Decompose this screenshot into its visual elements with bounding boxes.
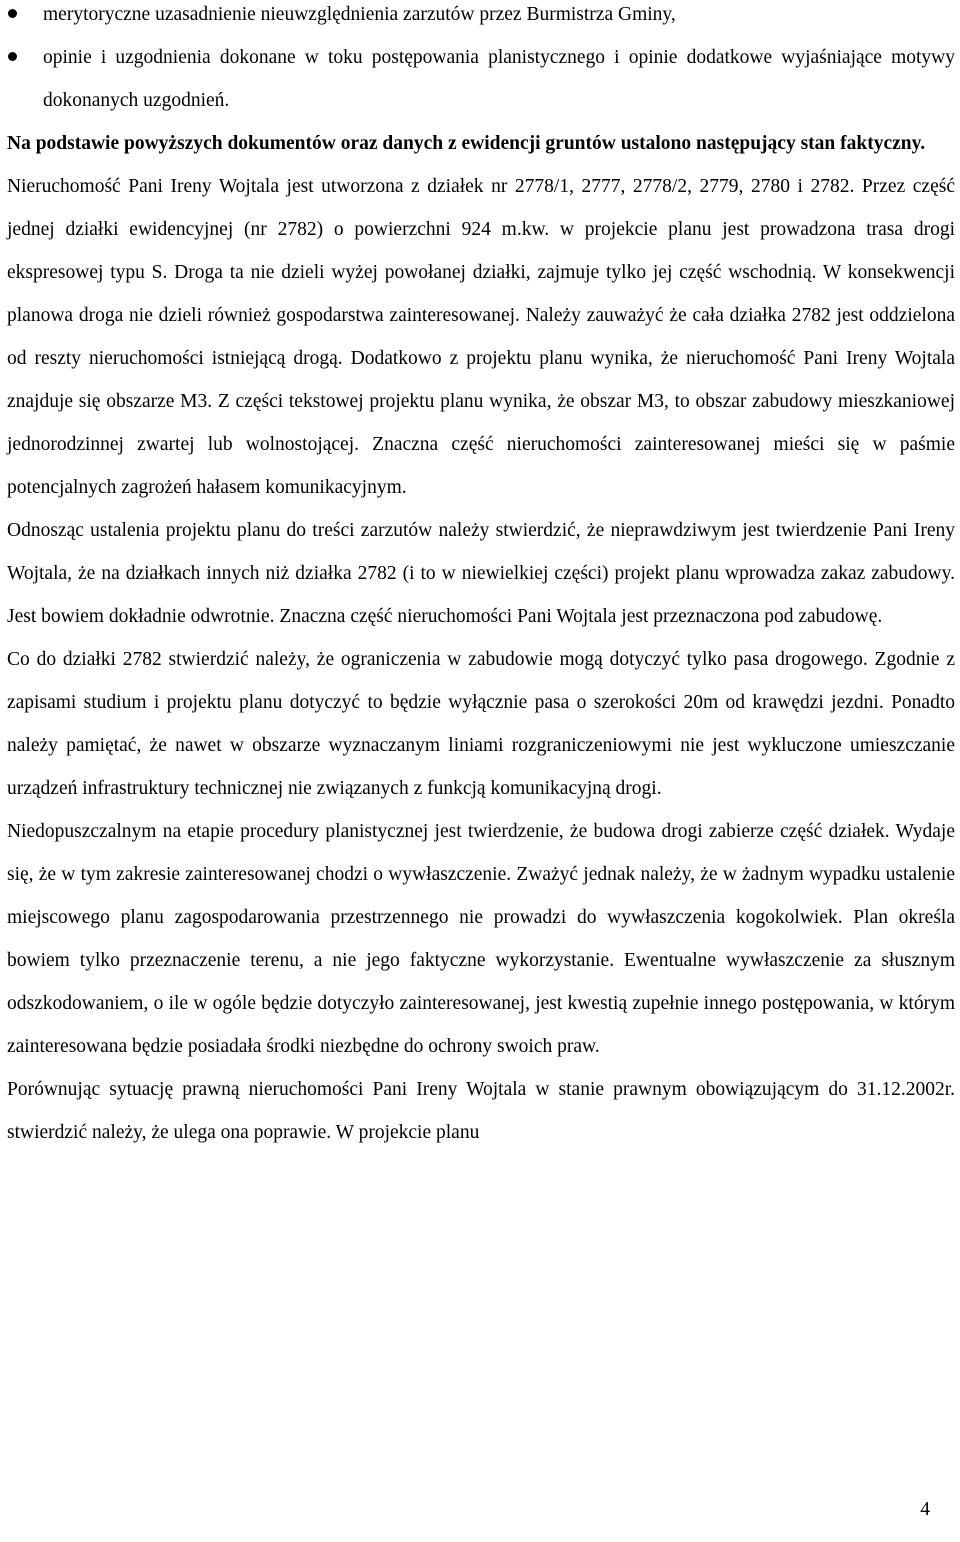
list-item [7,36,955,122]
bullet-list [7,0,955,122]
list-item [7,0,955,36]
list-item-text: merytoryczne uzasadnienie nieuwzględnienia zarzutów przez Burmistrza Gminy, [43,4,676,25]
page-number: 4 [920,1499,930,1520]
paragraph: Niedopuszczalnym na etapie procedury planistycznej jest twierdzenie, że budowa drogi zabierze część działek. Wydaje się, że w tym zakresie zainteresowanej chodzi o wywłaszczenie. Zważyć jednak należy, że w żadnym wypadku ustalenie miejscowego planu zagospodarowania przestrzennego nie prowadzi do wywłaszczenia kogokolwiek. Plan określa bowiem tylko przeznaczenie terenu, a nie jego faktyczne wykorzystanie. Ewentualne wywłaszczenie za słusznym odszkodowaniem, o ile w ogóle będzie dotyczyło zainteresowanej, jest kwestią zupełnie innego postępowania, w którym zainteresowana będzie posiadała środki niezbędne do ochrony swoich praw. [7,821,955,1057]
paragraph: Odnosząc ustalenia projektu planu do treści zarzutów należy stwierdzić, że nieprawdziwym jest twierdzenie Pani Ireny Wojtala, że na działkach innych niż działka 2782 (i to w niewielkiej części) projekt planu wprowadza zakaz zabudowy. Jest bowiem dokładnie odwrotnie. Znaczna część nieruchomości Pani Wojtala jest przeznaczona pod zabudowę. [7,520,955,627]
paragraph: Co do działki 2782 stwierdzić należy, że ograniczenia w zabudowie mogą dotyczyć tylko pasa drogowego. Zgodnie z zapisami studium i projektu planu dotyczyć to będzie wyłącznie pasa o szerokości 20m od krawędzi jezdni. Ponadto należy pamiętać, że nawet w obszarze wyznaczanym liniami rozgraniczeniowymi nie jest wykluczone umieszczanie urządzeń infrastruktury technicznej nie związanych z funkcją komunikacyjną drogi. [7,649,955,799]
list-item-text: opinie i uzgodnienia dokonane w toku postępowania planistycznego i opinie dodatkowe wyjaśniające motywy dokonanych uzgodnień. [43,47,955,111]
bullet-icon [8,9,17,18]
paragraph: Nieruchomość Pani Ireny Wojtala jest utworzona z działek nr 2778/1, 2777, 2778/2, 2779, 2780 i 2782. Przez część jednej działki ewidencyjnej (nr 2782) o powierzchni 924 m.kw. w projekcie planu jest prowadzona trasa drogi ekspresowej typu S. Droga ta nie dzieli wyżej powołanej działki, zajmuje tylko jej część wschodnią. W konsekwencji planowa droga nie dzieli również gospodarstwa zainteresowanej. Należy zauważyć że cała działka 2782 jest oddzielona od reszty nieruchomości istniejącą drogą. Dodatkowo z projektu planu wynika, że nieruchomość Pani Ireny Wojtala znajduje się obszarze M3. Z części tekstowej projektu planu wynika, że obszar M3, to obszar zabudowy mieszkaniowej jednorodzinnej zwartej lub wolnostojącej. Znaczna część nieruchomości zainteresowanej mieści się w paśmie potencjalnych zagrożeń hałasem komunikacyjnym. [7,176,955,498]
section-heading: Na podstawie powyższych dokumentów oraz danych z ewidencji gruntów ustalono następujący stan faktyczny. [7,133,926,154]
paragraph: Porównując sytuację prawną nieruchomości Pani Ireny Wojtala w stanie prawnym obowiązującym do 31.12.2002r. stwierdzić należy, że ulega ona poprawie. W projekcie planu [7,1079,955,1143]
bullet-icon [8,52,17,61]
document-body [7,0,955,1154]
